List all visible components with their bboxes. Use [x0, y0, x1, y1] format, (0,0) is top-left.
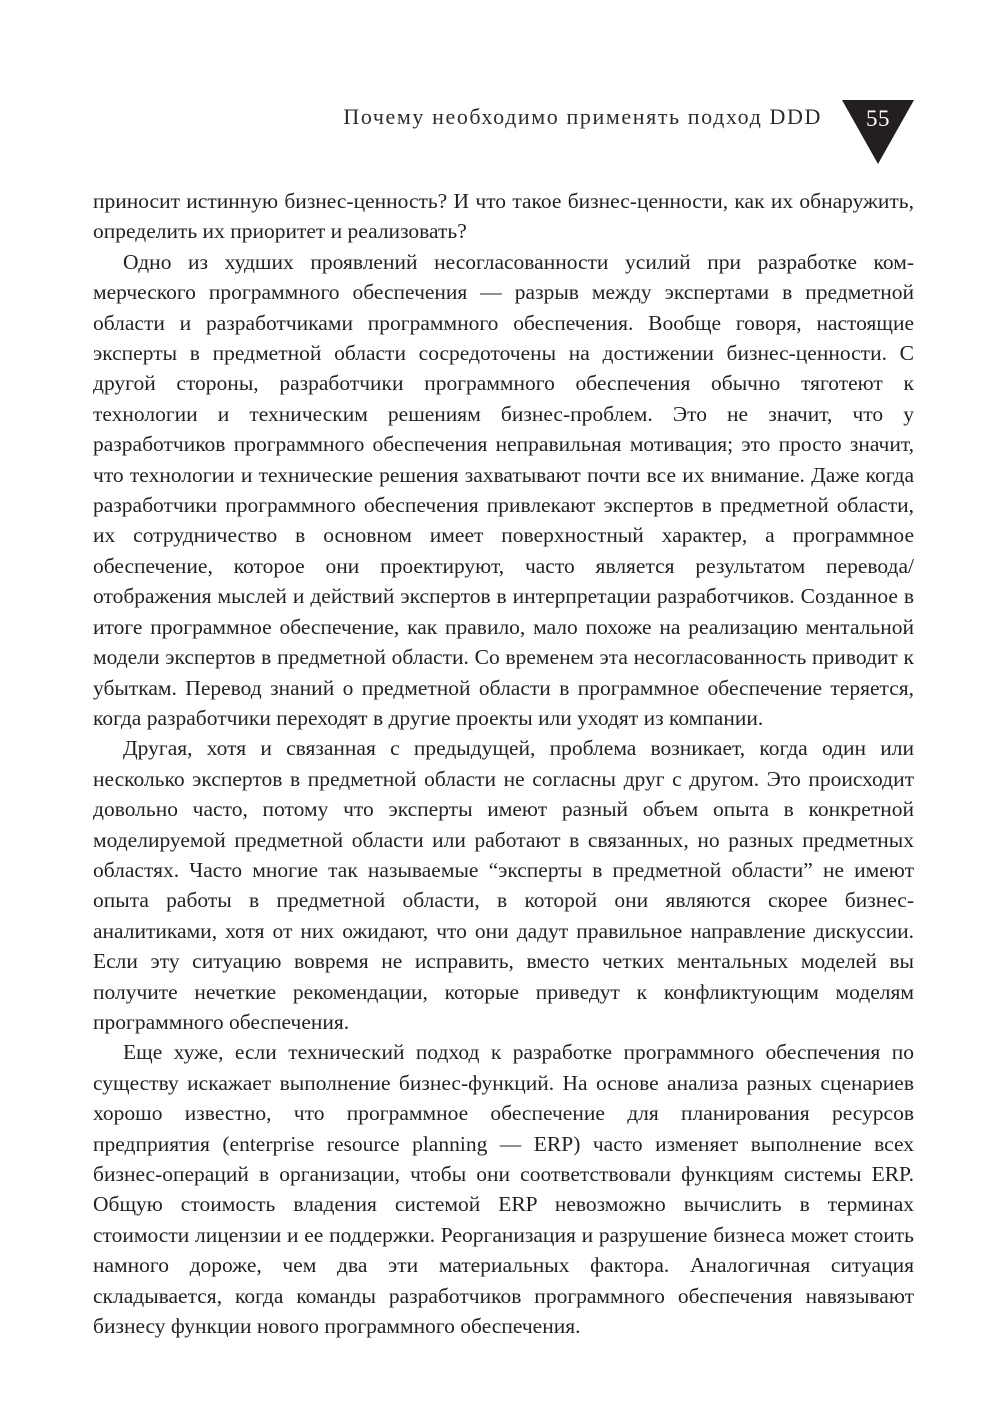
page-marker — [842, 100, 914, 164]
paragraph: Еще хуже, если технический подход к разработке программного обеспечения по существу искажает выполнение бизнес-функций. На основе анализа разных сценариев хорошо известно, что программное обеспечение для планирования ресурсов предприятия (enterprise resource planning — ERP) часто изменяет выполнение всех бизнес-операций в организации, чтобы они соответствовали функциям системы ERP. Общую стоимость владения системой ERP невозможно вычислить в терминах стоимости лицензии и ее поддержки. Реорганизация и разрушение бизнеса может стоить намного дороже, чем два эти материальных фактора. Аналогичная ситуация складывается, когда команды разработчиков программного обеспечения навязывают бизнесу функции нового программного обеспечения. — [93, 1040, 914, 1339]
paragraph-continuation: приносит истинную бизнес-ценность? И что такое бизнес-ценности, как их обнаружить, определить их приоритет и реализовать? — [93, 189, 914, 244]
paragraph: Одно из худших проявлений несогласованности усилий при разработке коммерческого программного обеспечения — разрыв между экспертами в предметной области и разработчиками программного обеспечения. Вообще говоря, настоящие эксперты в предметной области сосредоточены на достижении бизнес-ценности. С другой стороны, разработчики программного обеспечения обычно тяготеют к технологии и техническим решениям бизнес-проблем. Это не значит, что у разработчиков программного обеспечения неправильная мотивация; это просто значит, что технологии и технические решения захватывают почти все их внимание. Даже когда разработчики программного обеспечения привлекают экспертов в предметной области, их сотрудничество в основном имеет поверхностный характер, а программное обеспечение, которое они проектируют, часто является результатом перевода/отображения мыслей и действий экспертов в интерпретации разработчиков. Созданное в итоге программное обеспечение, как правило, мало похоже на реализацию ментальной модели экспертов в предметной области. Со временем эта несогласованность приводит к убыткам. Перевод знаний о предметной области в программное обеспечение теряется, когда разработчики переходят в другие проекты или уходят из компании. — [93, 249, 914, 730]
running-title: Почему необходимо применять подход DDD — [343, 104, 822, 129]
body-text — [93, 186, 914, 1341]
paragraph: Другая, хотя и связанная с предыдущей, проблема возникает, когда один или несколько экспертов в предметной области не согласны друг с другом. Это происходит довольно часто, потому что эксперты имеют разный объем опыта в конкретной моделируемой предметной области или работают в связанных, но разных предметных областях. Часто многие так называемые “эксперты в предметной области” не имеют опыта работы в предметной области, в которой они являются скорее бизнес-аналитиками, хотя от них ожидают, что они дадут правильное направление дискуссии. Если эту ситуацию вовремя не исправить, вместо четких ментальных моделей вы получите нечеткие рекомендации, которые приведут к конфликтующим моделям программного обеспечения. — [93, 736, 914, 1034]
page-number: 55 — [866, 106, 890, 131]
